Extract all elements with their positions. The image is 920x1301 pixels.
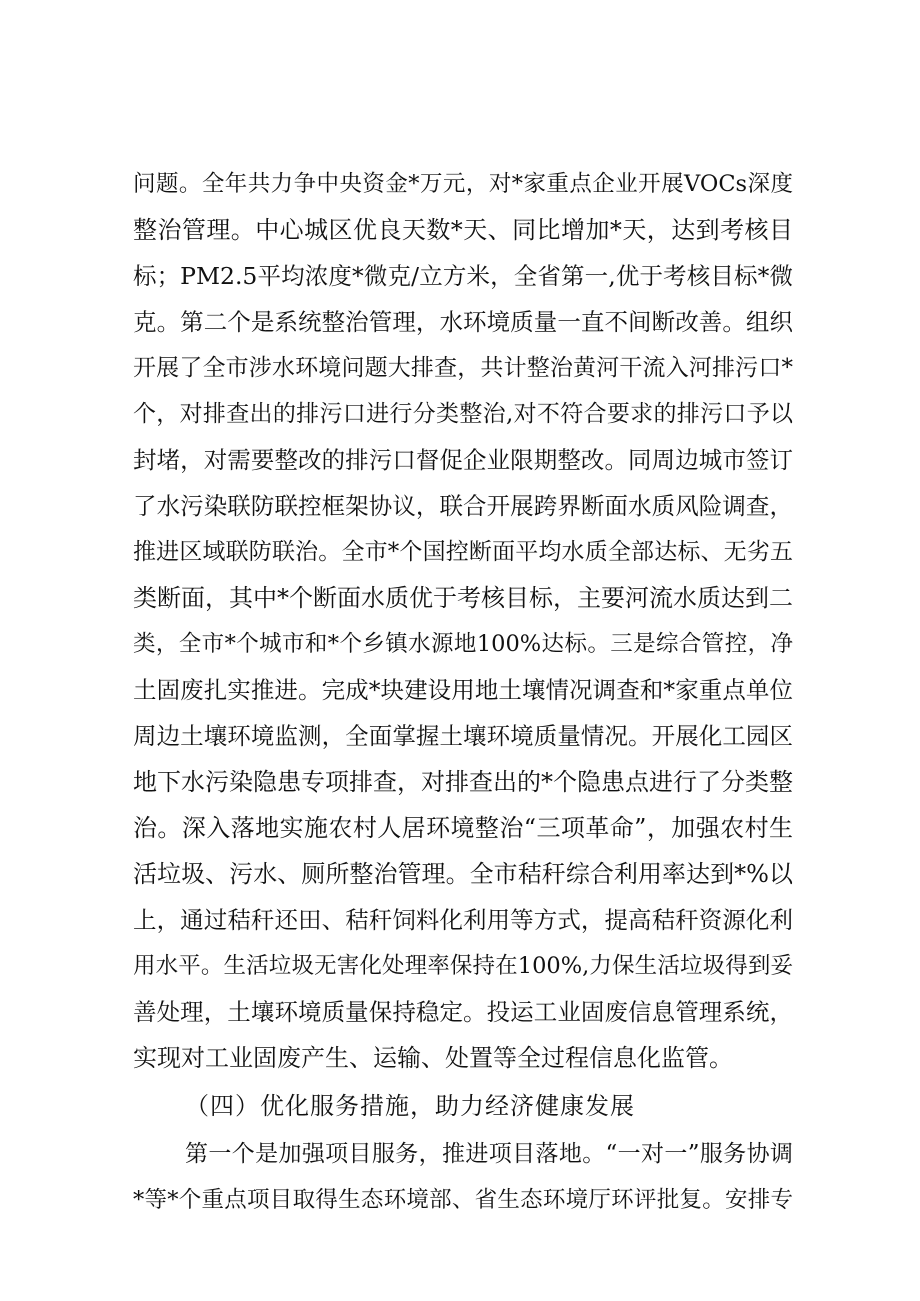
text-line: 上，通过秸秆还田、秸秆饲料化利用等方式，提高秸秆资源化利 <box>133 906 793 934</box>
text-line: 土固废扎实推进。完成*块建设用地土壤情况调查和*家重点单位 <box>133 676 793 704</box>
text-line: 标；PM2.5平均浓度*微克/立方米，全省第一,优于考核目标*微 <box>133 262 793 290</box>
text-line: 开展了全市涉水环境问题大排查，共计整治黄河干流入河排污口* <box>133 355 793 381</box>
section-heading: （四）优化服务措施，助力经济健康发展 <box>185 1092 635 1120</box>
text-line: 封堵，对需要整改的排污口督促企业限期整改。同周边城市签订 <box>133 446 793 474</box>
text-line: 周边土壤环境监测，全面掌握土壤环境质量情况。开展化工园区 <box>133 722 793 750</box>
text-line: 个，对排查出的排污口进行分类整治,对不符合要求的排污口予以 <box>133 401 793 427</box>
text-line: 善处理，土壤环境质量保持稳定。投运工业固废信息管理系统， <box>133 998 793 1026</box>
text-line: 活垃圾、污水、厕所整治管理。全市秸秆综合利用率达到*%以 <box>133 860 793 888</box>
text-line: 地下水污染隐患专项排查，对排查出的*个隐患点进行了分类整 <box>133 768 793 796</box>
text-line: 实现对工业固废产生、运输、处置等全过程信息化监管。 <box>133 1044 733 1072</box>
text-line: 治。深入落地实施农村人居环境整治“三项革命”，加强农村生 <box>133 814 793 842</box>
text-line: 第一个是加强项目服务，推进项目落地。“一对一”服务协调 <box>185 1141 793 1167</box>
text-line: 了水污染联防联控框架协议，联合开展跨界断面水质风险调查， <box>133 492 793 520</box>
text-line: 类断面，其中*个断面水质优于考核目标，主要河流水质达到二 <box>133 584 793 612</box>
text-line: 用水平。生活垃圾无害化处理率保持在100%,力保生活垃圾得到妥 <box>133 953 793 979</box>
text-line: *等*个重点项目取得生态环境部、省生态环境厅环评批复。安排专 <box>133 1187 793 1213</box>
text-line: 推进区域联防联治。全市*个国控断面平均水质全部达标、无劣五 <box>133 539 793 565</box>
text-line: 克。第二个是系统整治管理，水环境质量一直不间断改善。组织 <box>133 308 793 336</box>
text-line: 整治管理。中心城区优良天数*天、同比增加*天，达到考核目 <box>133 216 793 244</box>
text-line: 问题。全年共力争中央资金*万元，对*家重点企业开展VOCs深度 <box>133 171 793 197</box>
text-line: 类，全市*个城市和*个乡镇水源地100%达标。三是综合管控，净 <box>133 631 793 657</box>
